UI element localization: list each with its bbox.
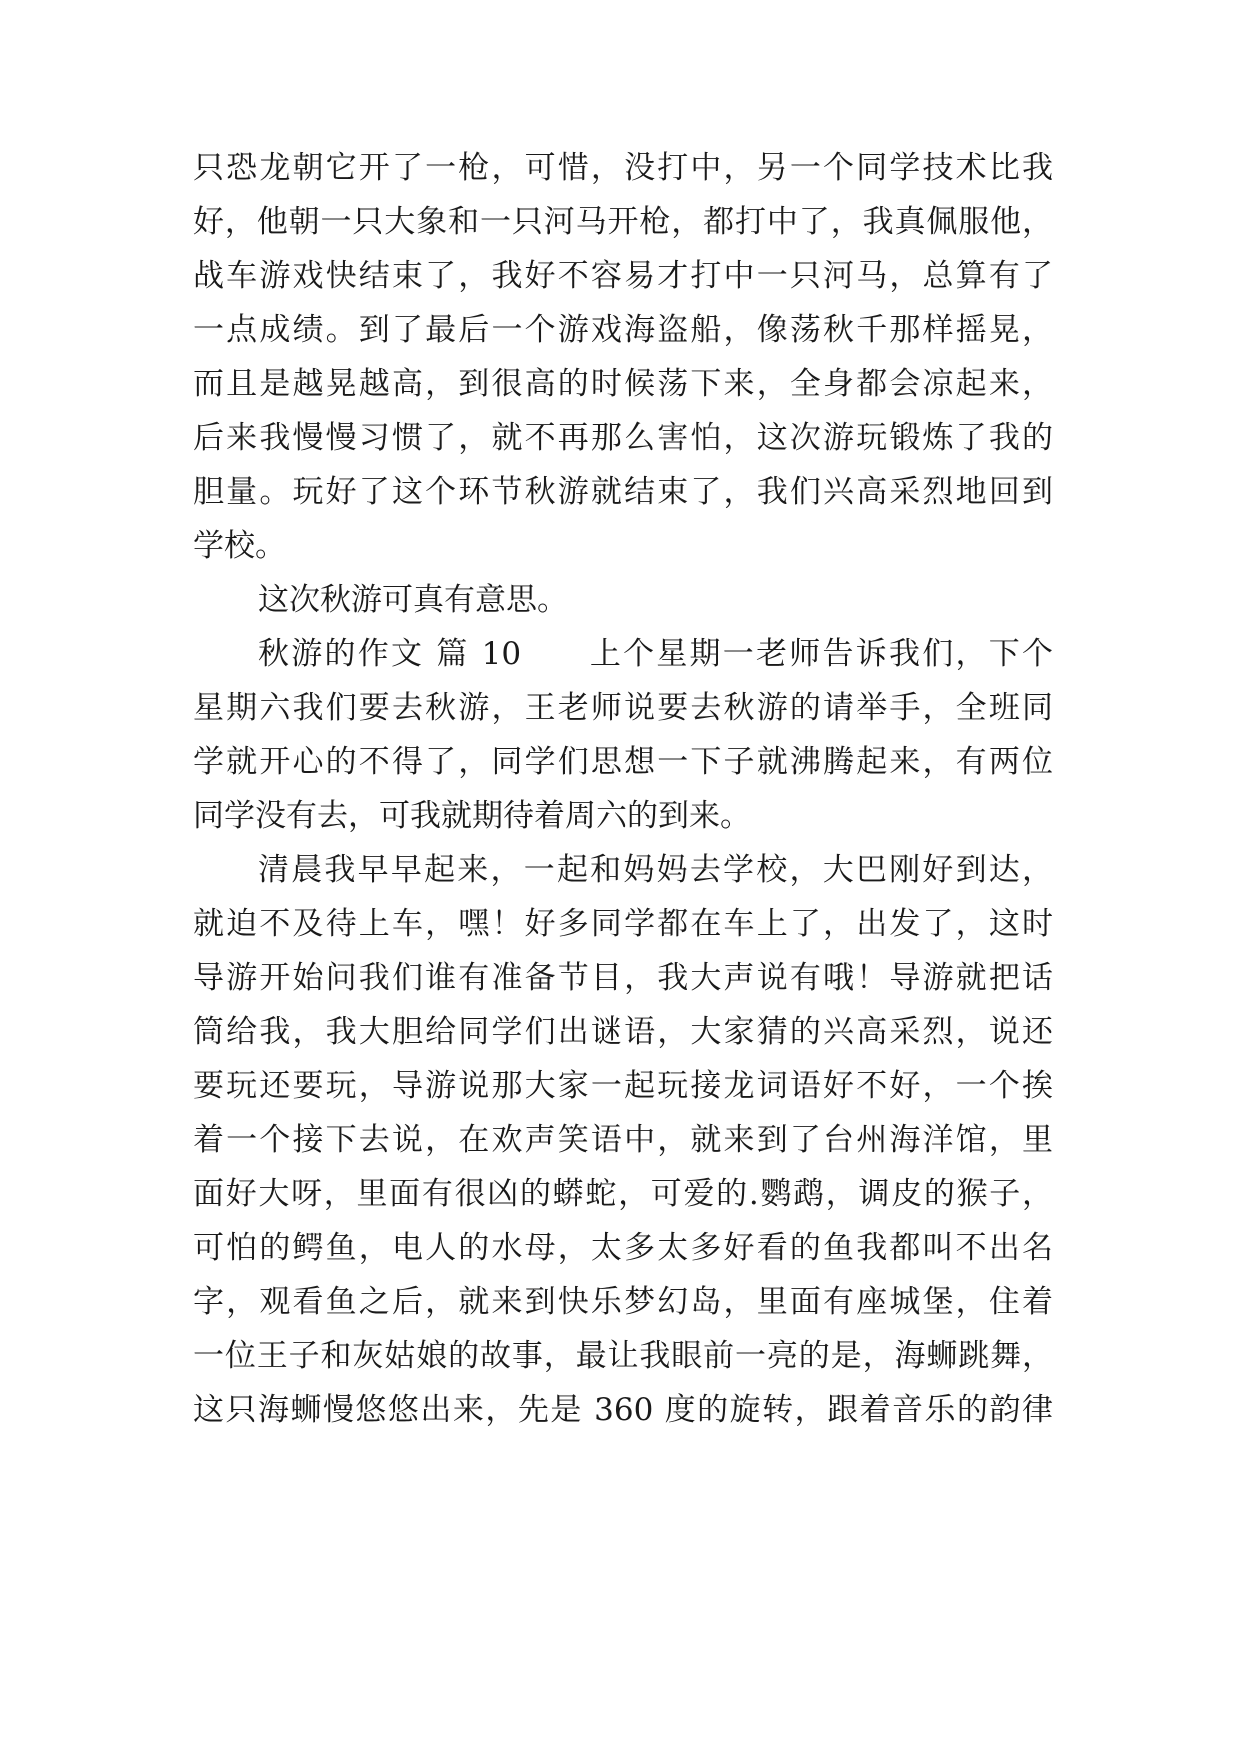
text-line: 清晨我早早起来，一起和妈妈去学校，大巴刚好到达， — [258, 852, 1053, 888]
text-line: 可怕的鳄鱼，电人的水母，太多太多好看的鱼我都叫不出名 — [193, 1230, 1053, 1266]
text-line: 就迫不及待上车，嘿！好多同学都在车上了，出发了，这时 — [193, 906, 1053, 942]
text-line: 学就开心的不得了，同学们思想一下子就沸腾起来，有两位 — [193, 744, 1053, 780]
text-line: 一点成绩。到了最后一个游戏海盗船，像荡秋千那样摇晃， — [193, 312, 1053, 348]
text-line: 同学没有去，可我就期待着周六的到来。 — [193, 798, 751, 834]
section-heading-line: 秋游的作文 篇 10 上个星期一老师告诉我们，下个 — [258, 636, 1053, 672]
text-line: 要玩还要玩，导游说那大家一起玩接龙词语好不好，一个挨 — [193, 1068, 1053, 1104]
text-line: 导游开始问我们谁有准备节目，我大声说有哦！导游就把话 — [193, 960, 1053, 996]
text-line: 好，他朝一只大象和一只河马开枪，都打中了，我真佩服他， — [193, 204, 1053, 240]
text-line: 后来我慢慢习惯了，就不再那么害怕，这次游玩锻炼了我的 — [193, 420, 1053, 456]
text-line: 而且是越晃越高，到很高的时候荡下来，全身都会凉起来， — [193, 366, 1053, 402]
text-line: 面好大呀，里面有很凶的蟒蛇，可爱的.鹦鹉，调皮的猴子， — [193, 1176, 1053, 1212]
text-line: 一位王子和灰姑娘的故事，最让我眼前一亮的是，海蛳跳舞， — [193, 1338, 1053, 1374]
text-line: 胆量。玩好了这个环节秋游就结束了，我们兴高采烈地回到 — [193, 474, 1053, 510]
text-line: 战车游戏快结束了，我好不容易才打中一只河马，总算有了 — [193, 258, 1053, 294]
text-line: 这只海蛳慢悠悠出来，先是 360 度的旋转，跟着音乐的韵律 — [193, 1392, 1053, 1428]
text-line: 筒给我，我大胆给同学们出谜语，大家猜的兴高采烈，说还 — [193, 1014, 1053, 1050]
text-line: 这次秋游可真有意思。 — [258, 582, 568, 618]
text-line: 字，观看鱼之后，就来到快乐梦幻岛，里面有座城堡，住着 — [193, 1284, 1053, 1320]
text-line: 着一个接下去说，在欢声笑语中，就来到了台州海洋馆，里 — [193, 1122, 1053, 1158]
text-line: 学校。 — [193, 528, 286, 564]
text-line: 星期六我们要去秋游，王老师说要去秋游的请举手，全班同 — [193, 690, 1053, 726]
text-line: 只恐龙朝它开了一枪，可惜，没打中，另一个同学技术比我 — [193, 150, 1053, 186]
